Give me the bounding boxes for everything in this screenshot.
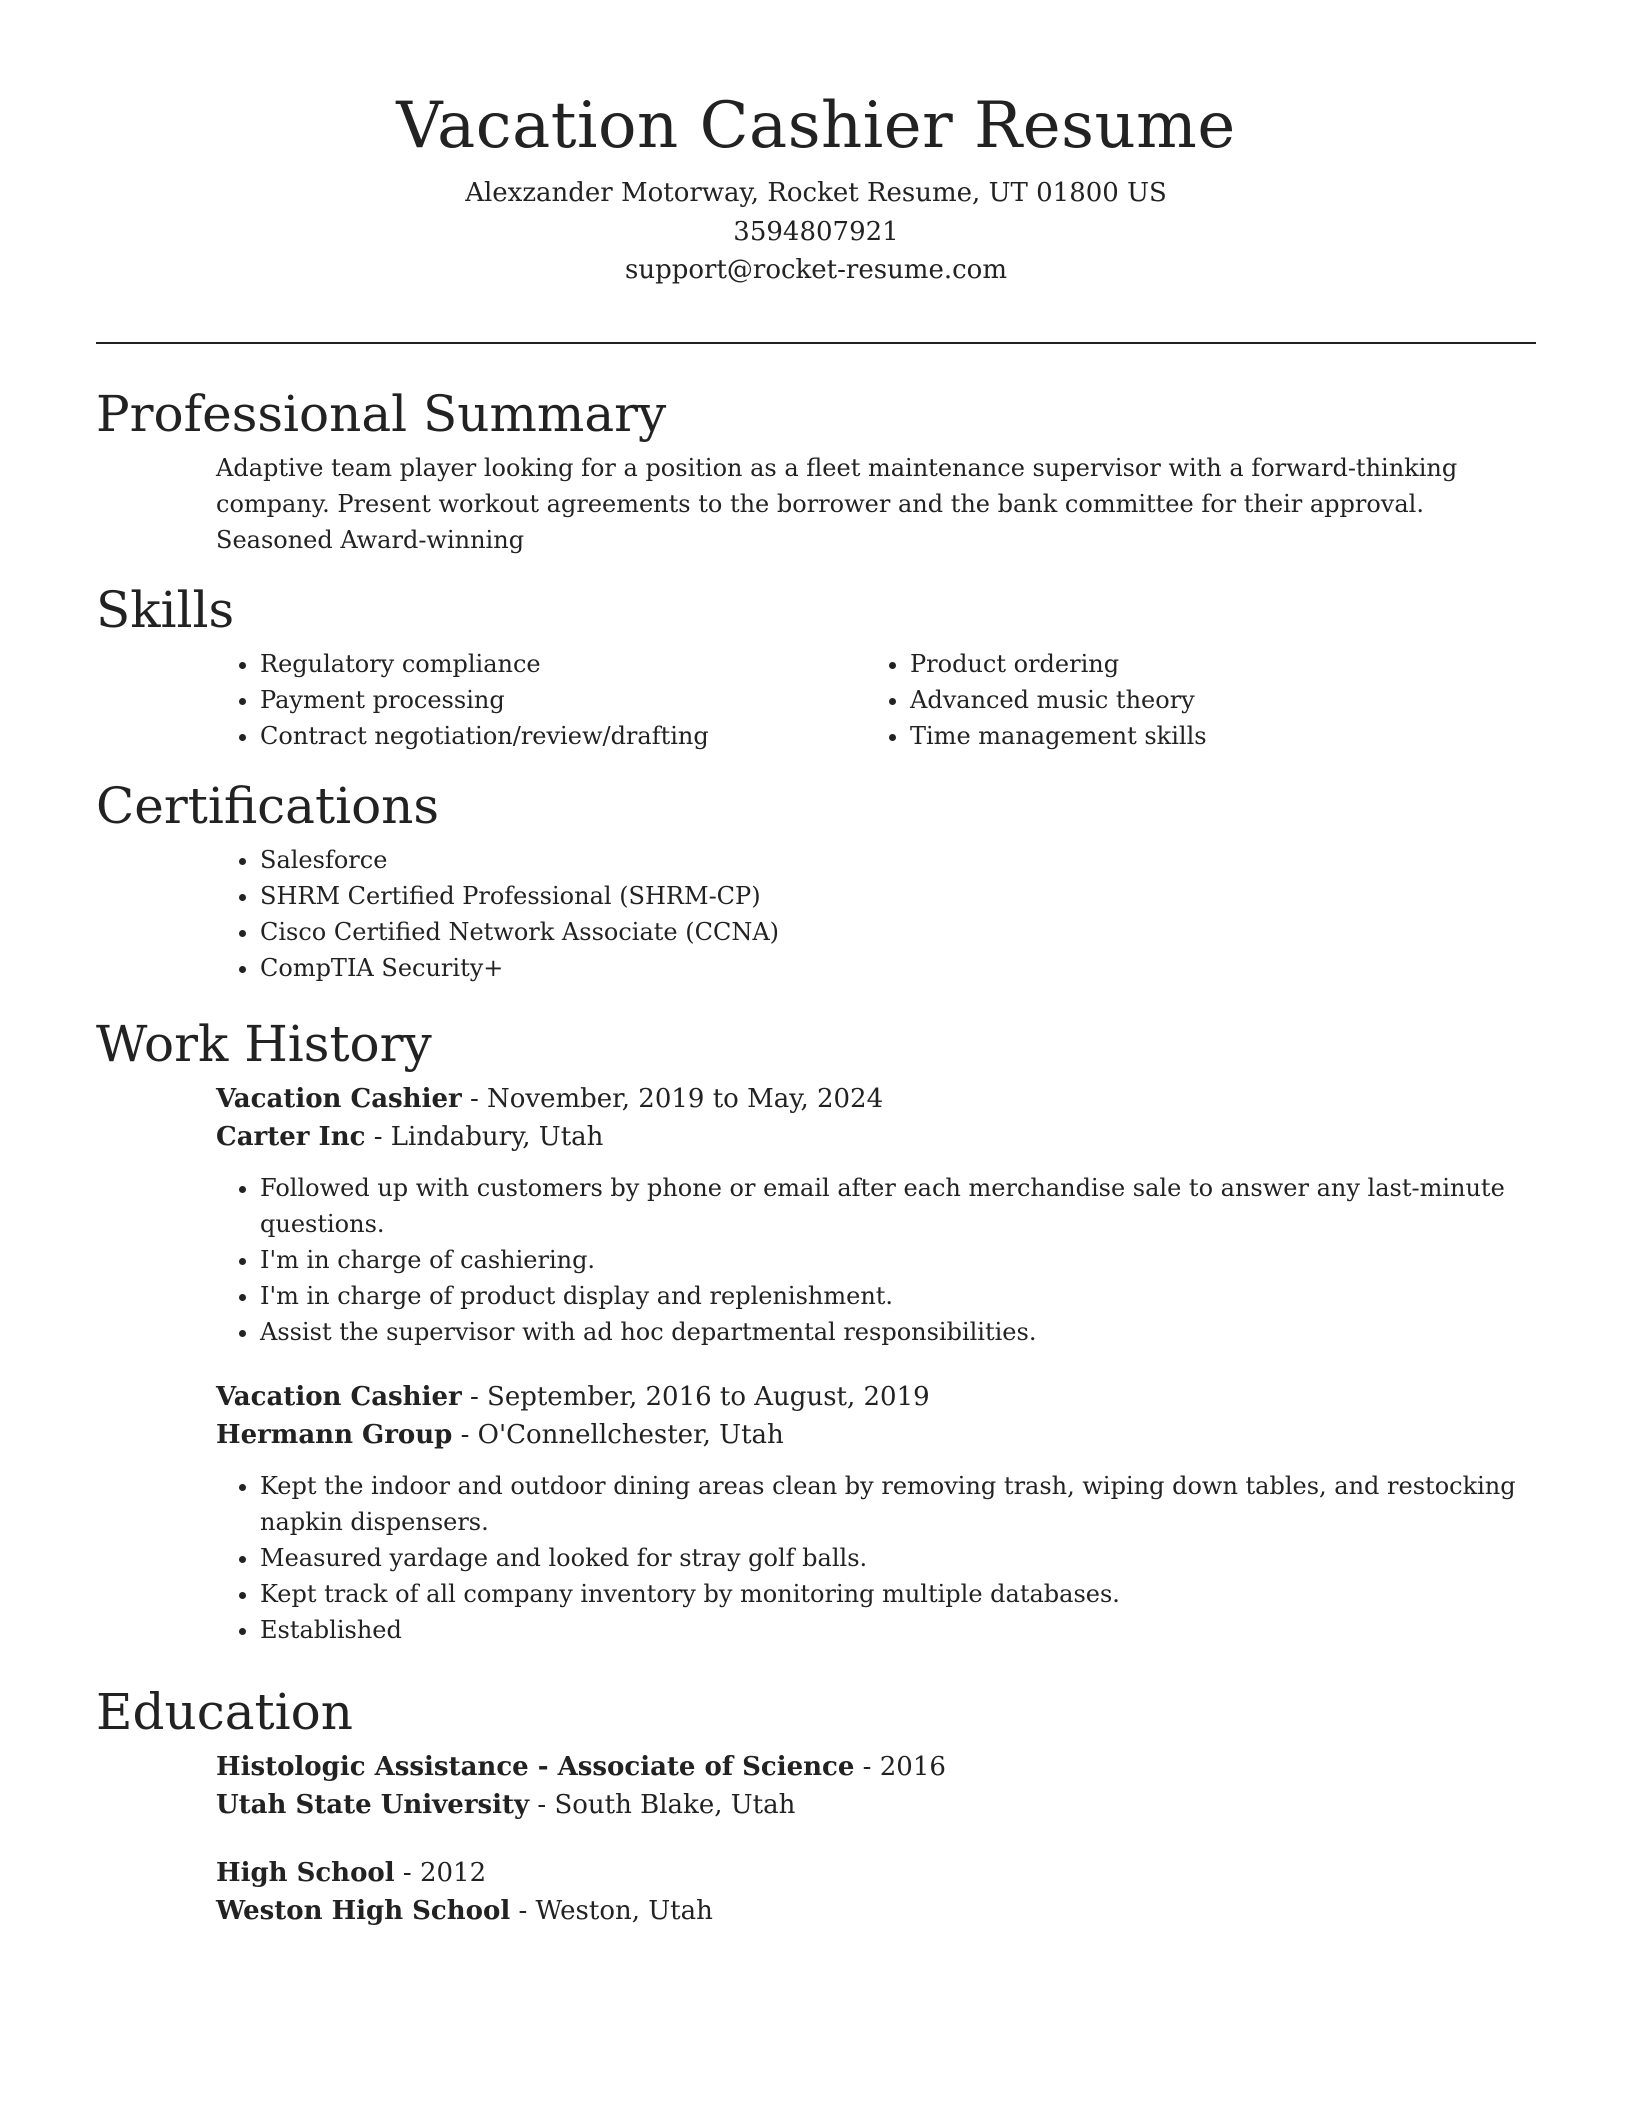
job-company: Carter Inc bbox=[216, 1122, 366, 1152]
education-year: - 2016 bbox=[854, 1752, 946, 1782]
education-entry bbox=[96, 1854, 1536, 1930]
job-company: Hermann Group bbox=[216, 1420, 453, 1450]
certification-item: • SHRM Certified Professional (SHRM-CP) bbox=[260, 878, 1536, 914]
work-history-section bbox=[96, 1008, 1536, 1648]
job-bullets bbox=[216, 1468, 1560, 1648]
certification-item: • Salesforce bbox=[260, 842, 1536, 878]
contact-email: support@rocket-resume.com bbox=[624, 255, 1007, 285]
job-location: - O'Connellchester, Utah bbox=[452, 1420, 784, 1450]
job-dates: - November, 2019 to May, 2024 bbox=[461, 1084, 884, 1114]
job-title-line bbox=[216, 1080, 1536, 1118]
education-degree-line bbox=[216, 1854, 1536, 1892]
education-location: - South Blake, Utah bbox=[529, 1790, 796, 1820]
education-section bbox=[96, 1676, 1536, 1930]
job-entry bbox=[96, 1378, 1536, 1648]
work-history-heading: Work History bbox=[96, 1015, 432, 1073]
education-degree: High School bbox=[216, 1858, 395, 1888]
certification-item: • Cisco Certified Network Associate (CCNA) bbox=[260, 914, 1536, 950]
skills-section bbox=[96, 574, 1536, 754]
skill-item: • Advanced music theory bbox=[910, 682, 1516, 718]
summary-section bbox=[96, 378, 1536, 558]
job-title: Vacation Cashier bbox=[216, 1382, 462, 1412]
certifications-heading: Certifications bbox=[96, 777, 440, 835]
education-school-line bbox=[216, 1786, 1536, 1824]
education-degree: Histologic Assistance - Associate of Science bbox=[216, 1752, 855, 1782]
job-bullet: • Kept the indoor and outdoor dining areas clean by removing trash, wiping down tables, and restocking napkin dispensers. bbox=[260, 1468, 1560, 1540]
resume-header bbox=[96, 78, 1536, 290]
skill-item: • Regulatory compliance bbox=[260, 646, 866, 682]
education-heading: Education bbox=[96, 1683, 353, 1741]
summary-heading: Professional Summary bbox=[96, 385, 667, 443]
job-company-line bbox=[216, 1118, 1536, 1156]
job-bullet: • I'm in charge of product display and replenishment. bbox=[260, 1278, 1560, 1314]
job-entry bbox=[96, 1080, 1536, 1350]
skill-item: • Payment processing bbox=[260, 682, 866, 718]
education-location: - Weston, Utah bbox=[510, 1896, 713, 1926]
resume-content bbox=[96, 378, 1536, 1960]
skill-item: • Product ordering bbox=[910, 646, 1516, 682]
skill-item: • Contract negotiation/review/drafting bbox=[260, 718, 866, 754]
certifications-section bbox=[96, 770, 1536, 986]
job-bullet: • Established bbox=[260, 1612, 1560, 1648]
certifications-list bbox=[216, 842, 1536, 986]
contact-address: Alexzander Motorway, Rocket Resume, UT 01800 US bbox=[465, 178, 1167, 208]
job-title-line bbox=[216, 1378, 1536, 1416]
skill-item: • Time management skills bbox=[910, 718, 1516, 754]
job-company-line bbox=[216, 1416, 1536, 1454]
education-entry bbox=[96, 1748, 1536, 1824]
skills-heading: Skills bbox=[96, 581, 235, 639]
job-dates: - September, 2016 to August, 2019 bbox=[461, 1382, 930, 1412]
summary-text: Adaptive team player looking for a position as a fleet maintenance supervisor with a forward-thinking company. Present workout agreements to the borrower and the bank committee for their approval. Seasoned Award-winning bbox=[216, 454, 1458, 554]
job-bullet: • Kept track of all company inventory by monitoring multiple databases. bbox=[260, 1576, 1560, 1612]
skills-list-left bbox=[216, 646, 866, 754]
job-bullet: • Followed up with customers by phone or email after each merchandise sale to answer any last-minute questions. bbox=[260, 1170, 1560, 1242]
job-bullet: • I'm in charge of cashiering. bbox=[260, 1242, 1560, 1278]
job-bullet: • Measured yardage and looked for stray golf balls. bbox=[260, 1540, 1560, 1576]
job-bullets bbox=[216, 1170, 1560, 1350]
education-year: - 2012 bbox=[394, 1858, 487, 1888]
education-degree-line bbox=[216, 1748, 1536, 1786]
education-school: Weston High School bbox=[216, 1896, 511, 1926]
skills-list-right bbox=[866, 646, 1516, 754]
certification-item: • CompTIA Security+ bbox=[260, 950, 1536, 986]
contact-phone: 3594807921 bbox=[733, 216, 899, 247]
education-school: Utah State University bbox=[216, 1790, 530, 1820]
job-bullet: • Assist the supervisor with ad hoc departmental responsibilities. bbox=[260, 1314, 1560, 1350]
header-divider bbox=[96, 342, 1536, 344]
job-location: - Lindabury, Utah bbox=[365, 1122, 604, 1152]
job-title: Vacation Cashier bbox=[216, 1084, 462, 1114]
education-school-line bbox=[216, 1892, 1536, 1930]
resume-title: Vacation Cashier Resume bbox=[396, 89, 1236, 163]
